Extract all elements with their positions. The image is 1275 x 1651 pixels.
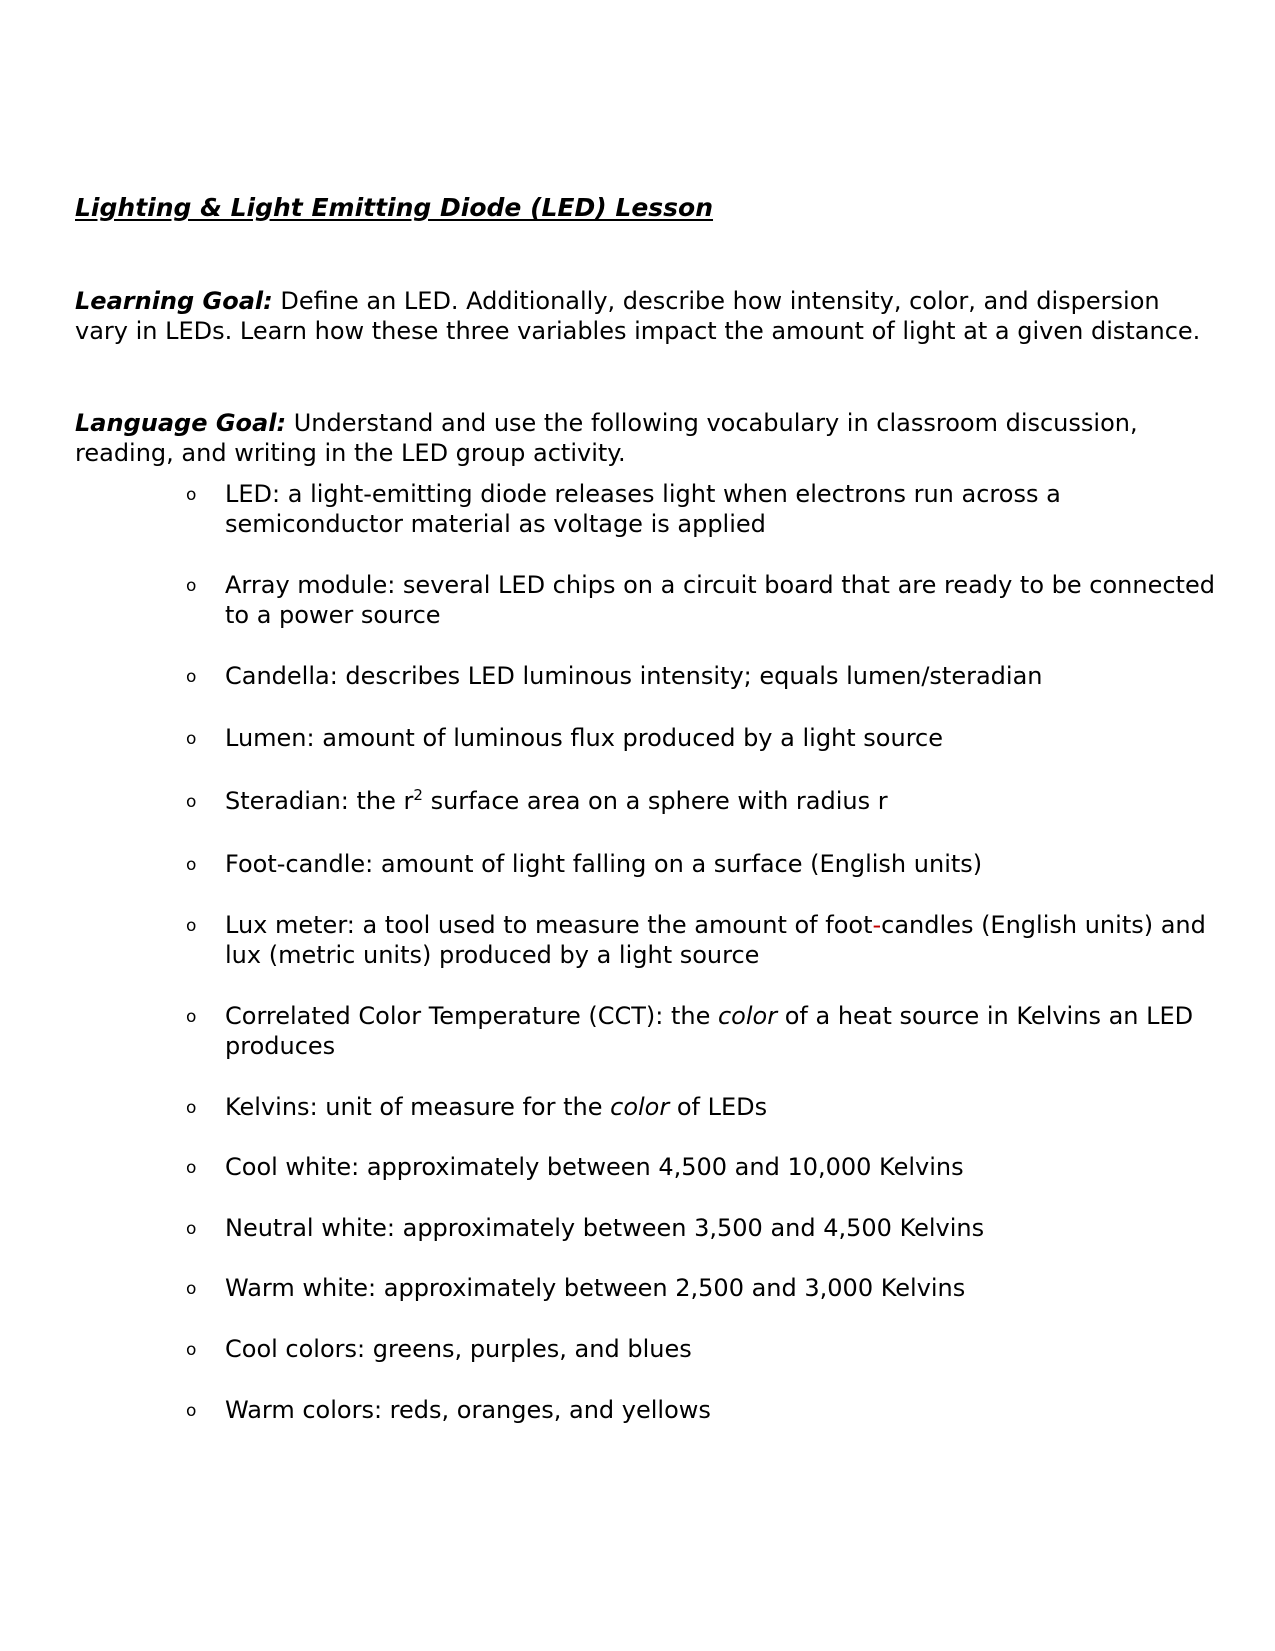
vocab-text: [225, 1092, 1225, 1122]
vocab-text: [225, 910, 1225, 970]
bullet-icon: o: [186, 576, 197, 596]
vocab-text-part: Steradian: the r: [225, 787, 414, 815]
learning-goal: [75, 286, 1205, 346]
vocab-text: Cool white: approximately between 4,500 and 10,000 Kelvins: [225, 1153, 964, 1181]
vocab-text-part: Lux meter: a tool used to measure the amount of foot: [225, 911, 873, 939]
bullet-icon: o: [186, 1007, 197, 1027]
bullet-icon: o: [186, 1279, 197, 1299]
vocab-text: Array module: several LED chips on a circuit board that are ready to be connected to a power source: [225, 571, 1215, 629]
vocab-text: LED: a light-emitting diode releases light when electrons run across a semiconductor material as voltage is applied: [225, 480, 1061, 538]
bullet-icon: o: [186, 1219, 197, 1239]
italic-word: color: [610, 1093, 670, 1121]
document-title: Lighting & Light Emitting Diode (LED) Lesson: [75, 193, 714, 222]
learning-goal-text: Define an LED. Additionally, describe how intensity, color, and dispersion vary in LEDs. Learn how these three variables impact the amount of light at a given distance.: [75, 287, 1201, 345]
vocab-text: Lumen: amount of luminous flux produced by a light source: [225, 724, 943, 752]
vocab-text-part: surface area on a sphere with radius r: [422, 787, 888, 815]
bullet-icon: o: [186, 667, 197, 687]
bullet-icon: o: [186, 1340, 197, 1360]
bullet-icon: o: [186, 916, 197, 936]
vocab-text: Neutral white: approximately between 3,500 and 4,500 Kelvins: [225, 1214, 985, 1242]
superscript: 2: [413, 786, 423, 804]
learning-goal-label: Learning Goal:: [75, 287, 273, 315]
italic-word: color: [717, 1002, 778, 1030]
bullet-icon: o: [186, 792, 197, 812]
vocab-text: Candella: describes LED luminous intensity; equals lumen/steradian: [225, 662, 1043, 690]
bullet-icon: o: [186, 855, 197, 875]
language-goal-label: Language Goal:: [75, 409, 287, 437]
language-goal-text: Understand and use the following vocabulary in classroom discussion, reading, and writing in the LED group activity.: [75, 409, 1138, 467]
bullet-icon: o: [186, 485, 197, 505]
vocab-text-part: Kelvins: unit of measure for the: [225, 1093, 611, 1121]
vocab-text: Foot-candle: amount of light falling on a surface (English units): [225, 850, 983, 878]
highlighted-hyphen: -: [872, 911, 882, 939]
vocab-text: [225, 1001, 1225, 1061]
vocab-text: [225, 786, 1225, 816]
bullet-icon: o: [186, 1401, 197, 1421]
vocab-text: Cool colors: greens, purples, and blues: [225, 1335, 692, 1363]
language-goal: [75, 408, 1205, 468]
bullet-icon: o: [186, 1158, 197, 1178]
vocab-text-part: Correlated Color Temperature (CCT): the: [225, 1002, 718, 1030]
vocab-text: Warm white: approximately between 2,500 and 3,000 Kelvins: [225, 1274, 966, 1302]
vocab-text-part: of a heat source in Kelvins an LED produces: [225, 1002, 1194, 1060]
bullet-icon: o: [186, 1098, 197, 1118]
vocab-text: Warm colors: reds, oranges, and yellows: [225, 1396, 711, 1424]
vocab-text-part: candles (English units) and lux (metric units) produced by a light source: [225, 911, 1206, 969]
bullet-icon: o: [186, 729, 197, 749]
vocab-text-part: of LEDs: [669, 1093, 768, 1121]
